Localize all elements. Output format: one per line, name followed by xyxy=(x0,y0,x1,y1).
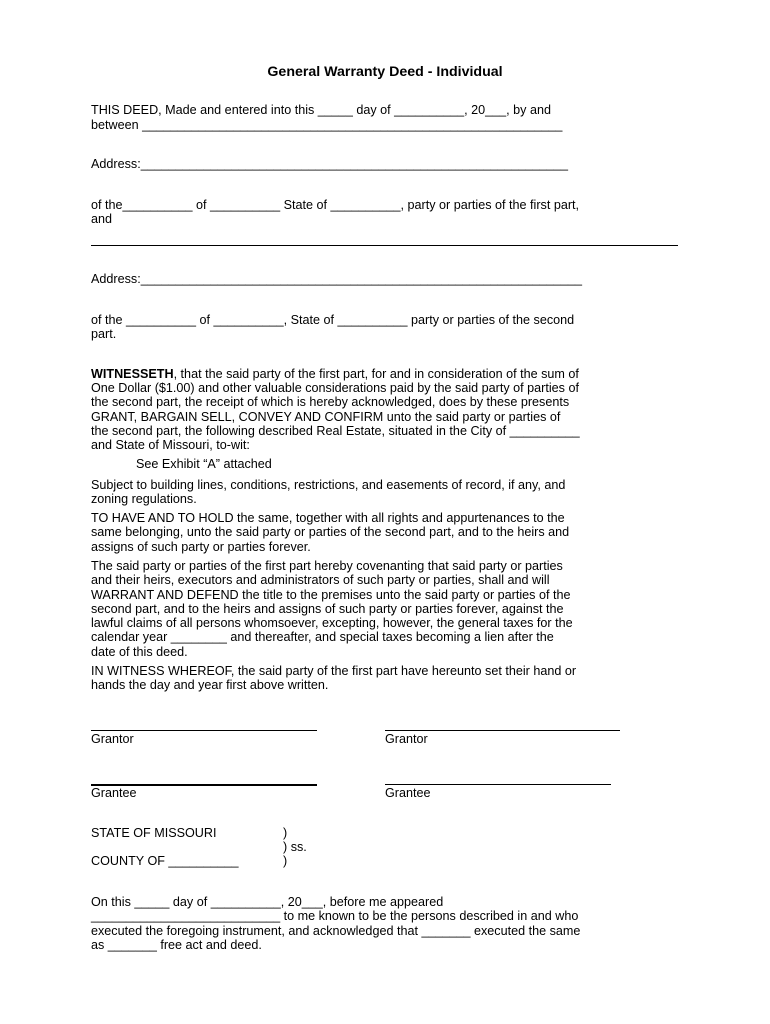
exhibit-reference: See Exhibit “A” attached xyxy=(136,457,272,471)
covenant-clause: The said party or parties of the first part hereby covenanting that said party or parties and their heirs, executors and administrators of such party or parties, shall and will WARRANT AND DEFEND the title to the premises unto the said party or parties of the second part, and to the heirs and assigns of such party or parties forever, against the lawful claims of all persons whomsoever, excepting, however, the general taxes for the calendar year ________ and thereafter, and special taxes becoming a lien after the date of this deed. xyxy=(91,559,573,659)
notary-state: STATE OF MISSOURI xyxy=(91,826,217,840)
first-party-line-2: and xyxy=(91,212,113,226)
grantor-left-label: Grantor xyxy=(91,732,134,746)
witnesseth-body: One Dollar ($1.00) and other valuable considerations paid by the said party of parties of the second part, the receipt of which is hereby acknowledged, does by these presents GRANT, BARGAIN SELL, CONVEY AND CONFIRM unto the said party or parties of the second part, the following described Real Estate, situated in the City of __________ and State of Missouri, to-wit: xyxy=(91,381,580,453)
grantee-right-label: Grantee xyxy=(385,786,431,800)
notary-county: COUNTY OF __________ xyxy=(91,854,239,868)
grantor-left-signature-line xyxy=(91,730,317,731)
grantor-right-signature-line xyxy=(385,730,620,731)
grantee-right-signature-line xyxy=(385,784,611,785)
witnesseth-text: , that the said party of the first part, for and in consideration of the sum of xyxy=(173,367,579,381)
first-party-address: Address:_____________________________________________________________ xyxy=(91,157,568,171)
second-party-address: Address:_______________________________________________________________ xyxy=(91,272,582,286)
notary-paren-2: ) xyxy=(283,854,288,868)
blank-rule xyxy=(91,245,678,246)
in-witness-clause: IN WITNESS WHEREOF, the said party of the first part have hereunto set their hand or hands the day and year first above written. xyxy=(91,664,577,693)
notary-paren-1: ) xyxy=(283,826,288,840)
subject-clause: Subject to building lines, conditions, restrictions, and easements of record, if any, and zoning regulations. xyxy=(91,478,566,507)
habendum-clause: TO HAVE AND TO HOLD the same, together with all rights and appurtenances to the same belonging, unto the said party or parties of the second part, and to the heirs and assigns of such party or parties forever. xyxy=(91,511,570,554)
notary-ss: ) ss. xyxy=(283,840,307,854)
grantor-right-label: Grantor xyxy=(385,732,428,746)
witnesseth-line-1 xyxy=(91,367,579,381)
first-party-line-1: of the__________ of __________ State of __________, party or parties of the first part, xyxy=(91,198,580,212)
witnesseth-lead: WITNESSETH xyxy=(91,367,174,381)
notary-acknowledgment: On this _____ day of __________, 20___, before me appeared ___________________________ to me known to be the persons described in and who executed the foregoing instrument, and acknowledged that _______ executed the same as _______ free act and deed. xyxy=(91,895,581,952)
second-party-line-1: of the __________ of __________, State of __________ party or parties of the second xyxy=(91,313,575,327)
intro-line-1: THIS DEED, Made and entered into this _____ day of __________, 20___, by and xyxy=(91,103,551,117)
second-party-line-2: part. xyxy=(91,327,117,341)
document-title: General Warranty Deed - Individual xyxy=(267,64,503,80)
grantee-left-label: Grantee xyxy=(91,786,137,800)
intro-line-2: between ____________________________________________________________ xyxy=(91,118,563,132)
